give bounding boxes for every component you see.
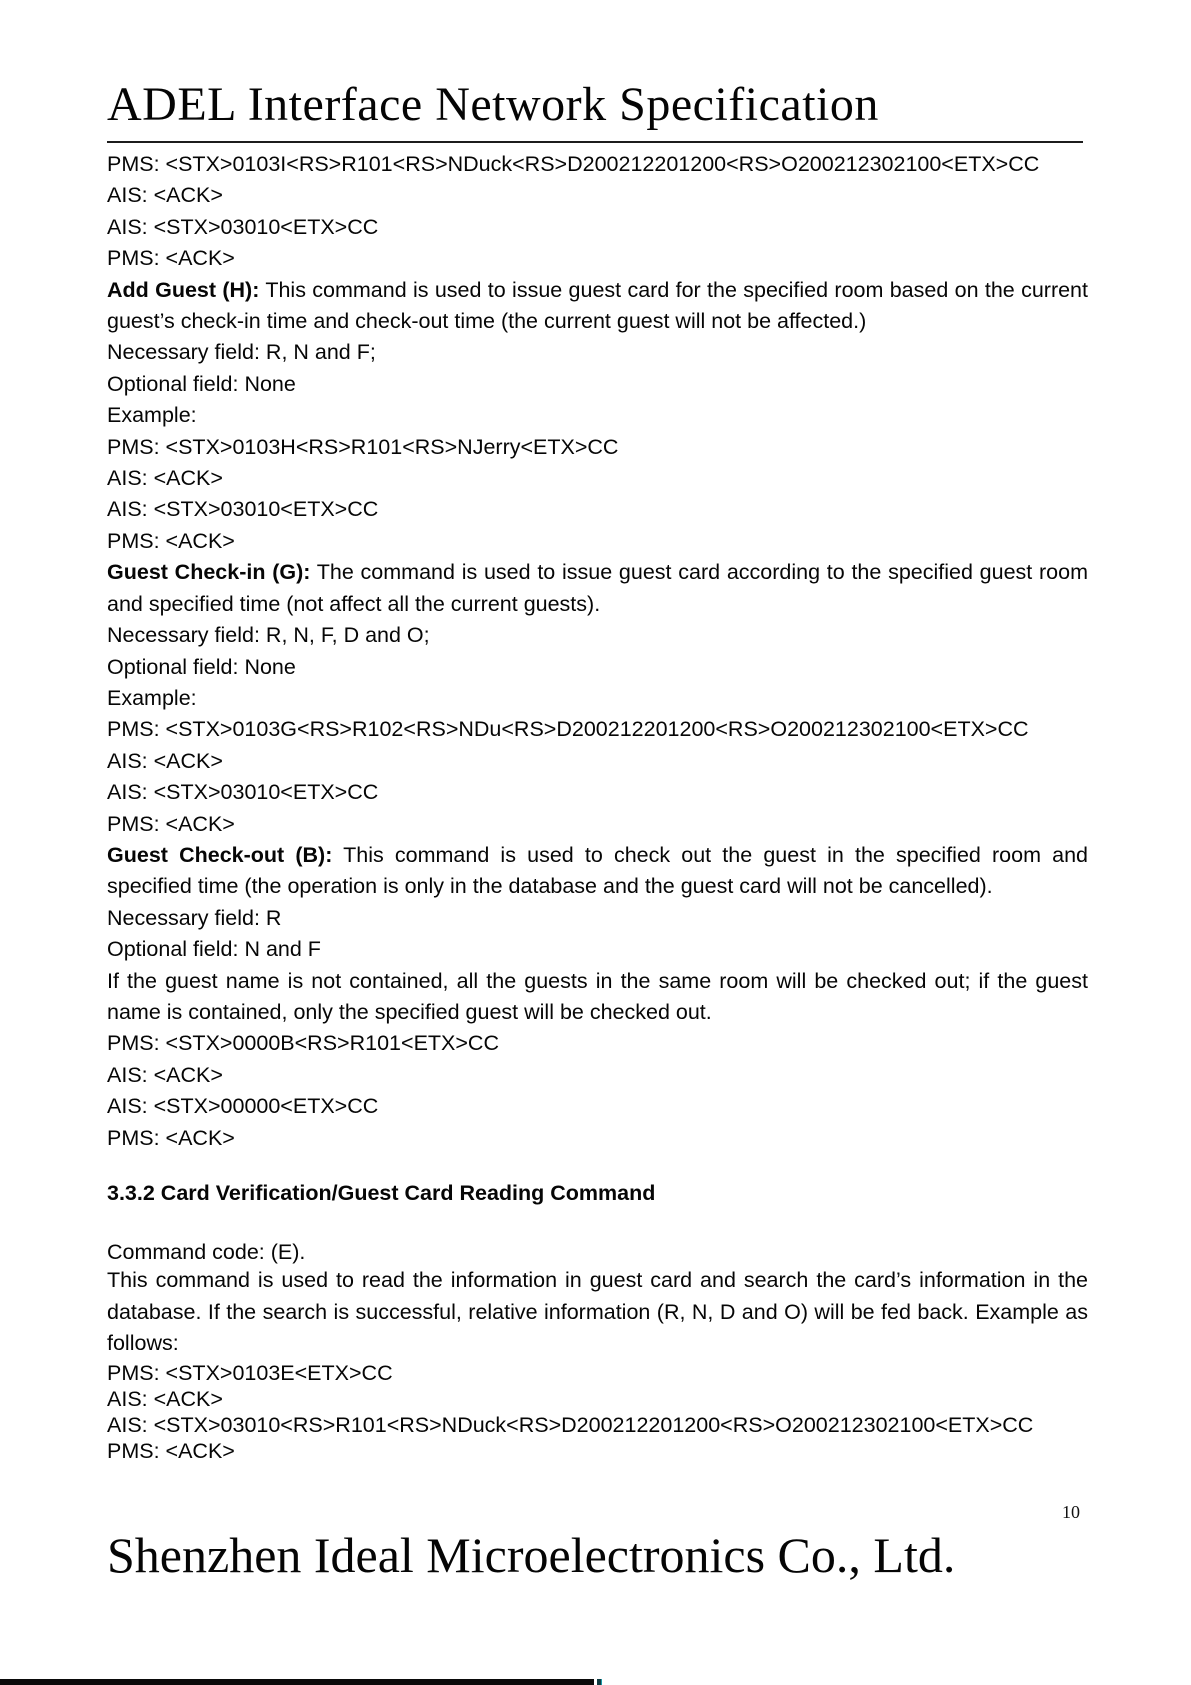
doc-line: AIS: <ACK> [107,1386,223,1411]
bottom-tick [597,1679,602,1685]
doc-line: AIS: <STX>03010<RS>R101<RS>NDuck<RS>D200212201200<RS>O200212302100<ETX>CC [107,1412,1034,1437]
bold-lead: Guest Check-in (G): [107,560,311,585]
doc-line: Command code: (E). [107,1240,306,1265]
doc-line: PMS: <STX>0000B<RS>R101<ETX>CC [107,1031,499,1056]
page-title: ADEL Interface Network Specification [107,78,879,131]
bottom-bar [0,1679,594,1685]
doc-line: AIS: <STX>03010<ETX>CC [107,214,379,239]
doc-paragraph: Guest Check-in (G): The command is used to issue guest card according to the specified guest room and specified time (not affect all the current guests). [107,560,1088,616]
document-body [107,149,1088,1464]
doc-paragraph: If the guest name is not contained, all the guests in the same room will be checked out; if the guest name is contained, only the specified guest will be checked out. [107,968,1088,1024]
doc-paragraph: Add Guest (H): This command is used to issue guest card for the specified room based on the current guest’s check-in time and check-out time (the current guest will not be affected.) [107,277,1088,334]
doc-line: AIS: <ACK> [107,748,223,773]
doc-line: Necessary field: R, N and F; [107,340,376,365]
doc-paragraph: Guest Check-out (B): This command is used to check out the guest in the specified room and specified time (the operation is only in the database and the guest card will not be cancelled). [107,842,1089,899]
doc-line: Necessary field: R, N, F, D and O; [107,623,430,648]
doc-line: AIS: <STX>03010<ETX>CC [107,780,379,805]
doc-line: PMS: <ACK> [107,811,235,836]
doc-line: PMS: <ACK> [107,246,235,271]
doc-line: Optional field: N and F [107,937,321,962]
doc-line: Necessary field: R [107,905,282,930]
doc-line: PMS: <STX>0103I<RS>R101<RS>NDuck<RS>D200212201200<RS>O200212302100<ETX>CC [107,152,1040,176]
footer-company-name: Shenzhen Ideal Microelectronics Co., Ltd. [107,1527,956,1583]
doc-line: Example: [107,403,197,428]
doc-line: AIS: <STX>03010<ETX>CC [107,497,379,522]
doc-line: PMS: <STX>0103G<RS>R102<RS>NDu<RS>D200212201200<RS>O200212302100<ETX>CC [107,717,1029,742]
doc-paragraph: This command is used to read the information in guest card and search the card’s information in the database. If the search is successful, relative information (R, N, D and O) will be fed back. Example as follows: [107,1268,1088,1356]
doc-line: Example: [107,685,197,710]
doc-line: AIS: <ACK> [107,1062,223,1087]
doc-line: Optional field: None [107,371,296,396]
doc-line: AIS: <STX>00000<ETX>CC [107,1094,379,1119]
doc-line: PMS: <STX>0103E<ETX>CC [107,1360,393,1385]
section-heading: 3.3.2 Card Verification/Guest Card Reading Command [107,1181,656,1205]
bold-lead: Guest Check-out (B): [107,842,333,867]
doc-line: AIS: <ACK> [107,466,223,491]
doc-line: PMS: <ACK> [107,528,235,553]
doc-line: PMS: <STX>0103H<RS>R101<RS>NJerry<ETX>CC [107,434,619,459]
doc-line: Optional field: None [107,654,296,679]
bold-lead: Add Guest (H): [107,277,260,302]
doc-line: PMS: <ACK> [107,1438,235,1463]
page-number: 10 [1062,1502,1080,1522]
doc-line: PMS: <ACK> [107,1125,235,1150]
title-rule [107,141,1083,143]
doc-line: AIS: <ACK> [107,183,223,208]
